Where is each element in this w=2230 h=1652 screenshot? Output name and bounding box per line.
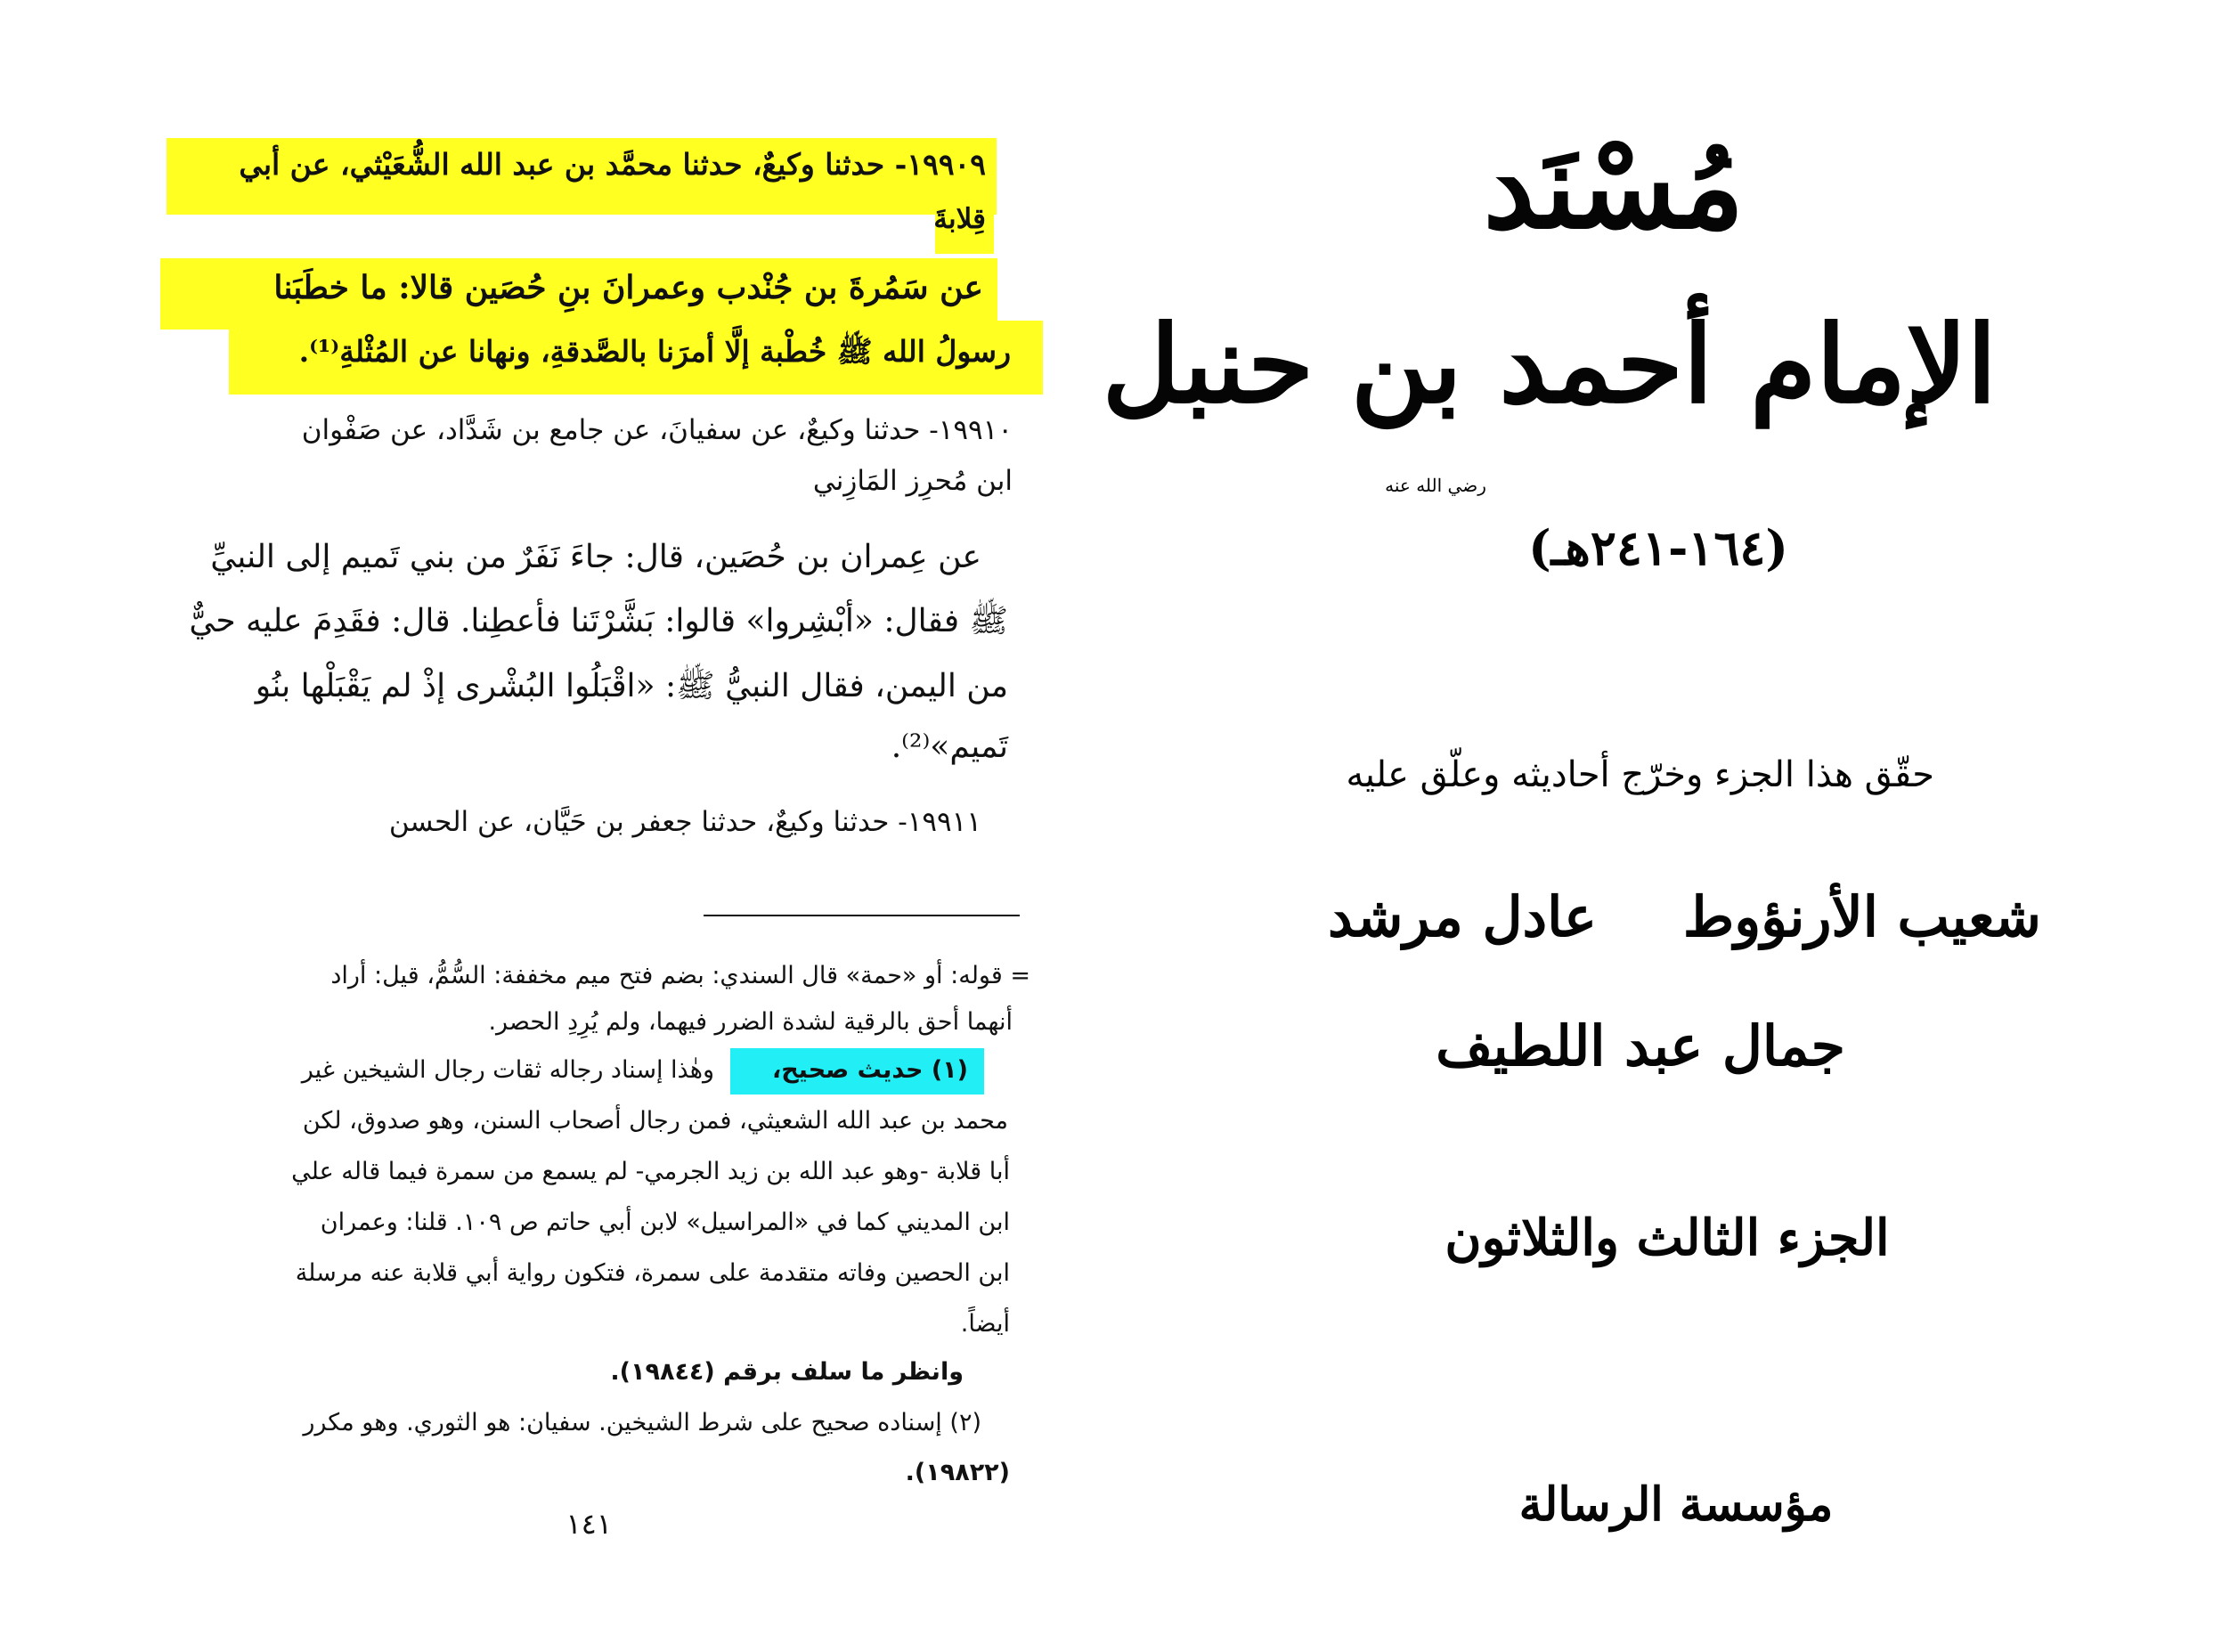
footnote-1-highlight: (١) حديث صحيح، [771,1056,968,1084]
hadith-19909-line-2: قِلابةَ [933,203,986,235]
hadith-19910-line-6: تَميم»⁽²⁾. [891,728,1008,765]
hadith-19909-line-3: عن سَمُرةَ بن جُنْدب وعمرانَ بنِ حُصَين قالا: ما خطَبَنا [273,269,983,306]
footnote-1-line-1: وهٰذا إسناد رجاله ثقات رجال الشيخين غير [301,1056,714,1084]
editor-shuayb: شعيب الأرنؤوط [1682,884,2041,949]
page-number: ١٤١ [566,1507,612,1541]
honorific: رضي الله عنه [1385,475,1486,496]
hadith-19909-line-4: رسولُ الله ﷺ خُطْبة إلَّا أمرَنا بالصَّدقةِ، ونهانا عن المُثْلةِ⁽¹⁾. [298,334,1011,369]
footnote-continued-line-2: أنهما أحق بالرقية لشدة الضرر فيهما، ولم يُرِدِ الحصر. [488,1008,1013,1036]
hadith-19910-line-4: ﷺ فقال: «أبْشِروا» قالوا: بَشَّرْتَنا فأعطِنا. قال: فقَدِمَ عليه حيٌّ [189,603,1008,639]
footnote-1-line-5: ابن الحصين وفاته متقدمة على سمرة، فتكون رواية أبي قلابة عنه مرسلة [295,1259,1010,1287]
hadith-19910-line-2: ابن مُحرِز المَازِني [812,465,1013,497]
footnote-1-line-3: أبا قلابة -وهو عبد الله بن زيد الجرمي- لم يسمع من سمرة فيما قاله علي [291,1158,1010,1185]
right-page-title [1102,0,2230,1652]
editor-jamal: جمال عبد اللطيف [1436,1013,1845,1078]
hadith-19910-line-3: عن عِمران بن حُصَين، قال: جاءَ نَفَرٌ من بني تَميم إلى النبيِّ [210,539,981,575]
footnote-2-line-1: (٢) إسناده صحيح على شرط الشيخين. سفيان: هو الثوري. وهو مكرر [303,1409,981,1436]
hadith-19910-line-5: من اليمن، فقال النبيُّ ﷺ: «اقْبَلُوا البُشْرى إذْ لم يَقْبَلْها بنُو [255,668,1008,704]
hadith-19910-line-1: ١٩٩١٠- حدثنا وكيعٌ، عن سفيانَ، عن جامع بن شَدَّاد، عن صَفْوان [301,414,1013,446]
title-dates: (١٦٤-٢٤١هـ) [1528,519,1788,576]
footnote-1-line-6: أيضاً. [960,1310,1010,1338]
footnote-continued-line-1: = قوله: أو «حمة» قال السندي: بضم فتح ميم مخففة: السُّمُّ، قيل: أراد [330,962,1030,989]
footnote-1-line-4: ابن المديني كما في «المراسيل» لابن أبي حاتم ص ١٠٩. قلنا: وعمران [320,1208,1010,1236]
hadith-19911-line-1: ١٩٩١١- حدثنا وكيعٌ، حدثنا جعفر بن حَيَّان، عن الحسن [388,806,981,838]
title-imam-ahmad: الإمام أحمد بن حنبل [1102,302,1997,427]
hadith-19909-line-1: ١٩٩٠٩- حدثنا وكيعٌ، حدثنا محمَّد بن عبد الله الشُّعَيْثي، عن أبي [239,147,986,182]
volume-title: الجزء الثالث والثلاثون [1445,1208,1890,1267]
footnote-separator [704,915,1020,916]
publisher: مؤسسة الرسالة [1518,1477,1834,1532]
footnote-2-line-2: (١٩٨٢٢). [905,1459,1010,1486]
footnote-1-line-7: وانظر ما سلف برقم (١٩٨٤٤). [610,1358,964,1386]
footnote-1-line-2: محمد بن عبد الله الشعيثي، فمن رجال أصحاب السنن، وهو صدوق، لكن [302,1107,1008,1135]
editors-intro: حقّق هذا الجزء وخرّج أحاديثه وعلّق عليه [1346,754,1934,795]
title-musnad: مُسْنَد [1483,118,1745,255]
editor-adil: عادل مرشد [1327,884,1598,949]
